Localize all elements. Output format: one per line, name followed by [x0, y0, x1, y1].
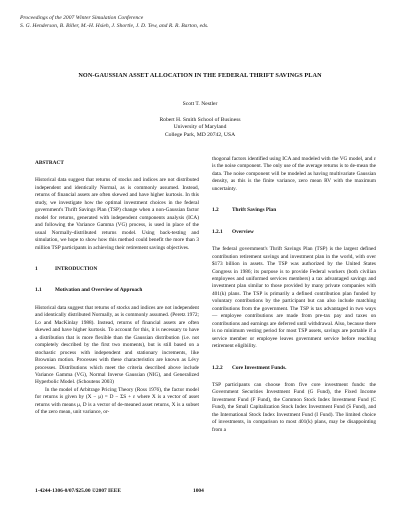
author-name: Scott T. Nestler — [182, 101, 218, 107]
right-column — [212, 156, 376, 434]
section-1-1-heading — [35, 287, 199, 294]
author-affiliation-1: Robert H. Smith School of Business — [159, 116, 241, 123]
section-1-2-2-text: TSP participants can choose from five core investment funds: the Government Securities Investment Fund (G Fund), the Fixed Income Investment Fund (F Fund), the Common Stock Index Investment Fund (C Fund), the Small Capitalization Stock Index Investment Fund (S Fund), and the International Stock Index Investment Fund (I Fund). The limited choice of investments, in comparison to most 401(k) plans, may be disappointing from a — [212, 381, 376, 433]
section-1-2-2-title: Core Investment Funds. — [232, 364, 287, 371]
left-column — [35, 160, 199, 417]
page-number: 1004 — [193, 488, 204, 494]
section-1-2-1-heading — [212, 229, 376, 236]
section-1-number: 1 — [35, 265, 38, 272]
footer-isbn: 1-4244-1306-0/07/$25.00 ©2007 IEEE — [35, 488, 121, 494]
abstract-text: Historical data suggest that returns of stocks and indices are not distributed independent and identically Normal, as is commonly assumed. Instead, returns of financial assets are often skewed and have higher kurtosis. In this study, we investigate how the optimal investment choices in the federal government's Thrift Savings Plan (TSP) change when a non-Gaussian factor model for returns, generated with independent components analysis (ICA) and following the Variance Gamma (VG) process, is used in place of the usual Normally-distributed returns model. Using back-testing and simulation, we hope to show how this method could benefit the more than 3 million TSP participants in achieving their retirement savings objectives. — [35, 177, 199, 251]
proceedings-line-1: Proceedings of the 2007 Winter Simulation Conference — [20, 15, 144, 21]
paper-title: NON-GAUSSIAN ASSET ALLOCATION IN THE FEDERAL THRIFT SAVINGS PLAN — [78, 72, 322, 79]
section-1-2-title: Thrift Savings Plan — [232, 207, 277, 214]
section-1-2-1-title: Overview — [232, 228, 254, 235]
section-1-1-paragraph-1: Historical data suggest that returns of stocks and indices are not independent and identically distributed Normally, as is commonly assumed. (Peretz 1972; Lo and MacKinlay 1988). Instead, returns of financial assets are often skewed and have higher kurtosis. To account for this, it is necessary to have a distribution that is more flexible than the Gaussian distribution (i.e. not completely described by the first two moments), but is still based on a stochastic process with independent and stationary increments, like Brownian motion. Processes with these characteristics are known as Lévy processes. Distributions which meet the criteria described above include Variance Gamma (VG), Normal Inverse Gaussian (NIG), and Generalized Hyperbolic Model. (Schoutens 2003) — [35, 304, 199, 386]
section-1-1-paragraph-2: In the model of Arbitrage Pricing Theory (Ross 1976), the factor model for returns is given by (X − μ) = D − ΣS + ε where X is a vector of asset returns with means μ, D is a vector of de-meaned asset returns, X is a subset of the zero mean, unit variance, or- — [35, 386, 199, 416]
section-1-2-1-text: The federal government's Thrift Savings Plan (TSP) is the largest defined contribution retirement savings and investment plan in the world, with over $173 billion in assets. The TSP was authorized by the United States Congress in 1986; its purpose is to provide Federal workers (both civilian employees and uniformed services members) a tax advantaged savings and investment plan similar to those provided by many private companies with 401(k) plans. The TSP is primarily a defined contribution plan funded by voluntary contributions by the participant but can also include matching contributions from the government. The TSP is tax advantaged in two ways— employee contributions are made from pre-tax pay and taxes on contributions and earnings are deferred until withdrawal. Also, because there is no minimum vesting period for most TSP assets, savings are portable if a service member or employee leaves government service before reaching retirement eligibility. — [212, 246, 376, 350]
section-1-title: INTRODUCTION — [55, 265, 98, 272]
abstract-heading: ABSTRACT — [35, 160, 64, 166]
proceedings-header — [20, 14, 208, 30]
author-affiliation-3: College Park, MD 20742, USA — [164, 131, 236, 138]
section-1-heading — [35, 266, 199, 273]
section-1-1-number: 1.1 — [35, 287, 42, 294]
section-1-2-1-number: 1.2.1 — [212, 228, 223, 235]
right-paragraph-continued: thogonal factors identified using ICA and modeled with the VG model, and ε is the noise component. The only use of the average returns is to de-mean the data. The noise component will be modeled as having multivariate Gaussian density, as this is the finite variance, zero mean RV with the maximum uncertainty. — [212, 156, 376, 192]
author-affiliation-2: University of Maryland — [173, 124, 227, 131]
section-1-2-number: 1.2 — [212, 207, 219, 214]
section-1-2-2-number: 1.2.2 — [212, 364, 223, 371]
section-1-2-heading — [212, 207, 376, 214]
section-1-2-2-heading — [212, 365, 376, 372]
section-1-1-title: Motivation and Overview of Approach — [55, 287, 143, 294]
author-block — [0, 101, 400, 139]
proceedings-line-2: S. G. Henderson, B. Biller, M.-H. Hsieh, J. Shortle, J. D. Tew, and R. R. Barton, eds. — [20, 23, 209, 29]
